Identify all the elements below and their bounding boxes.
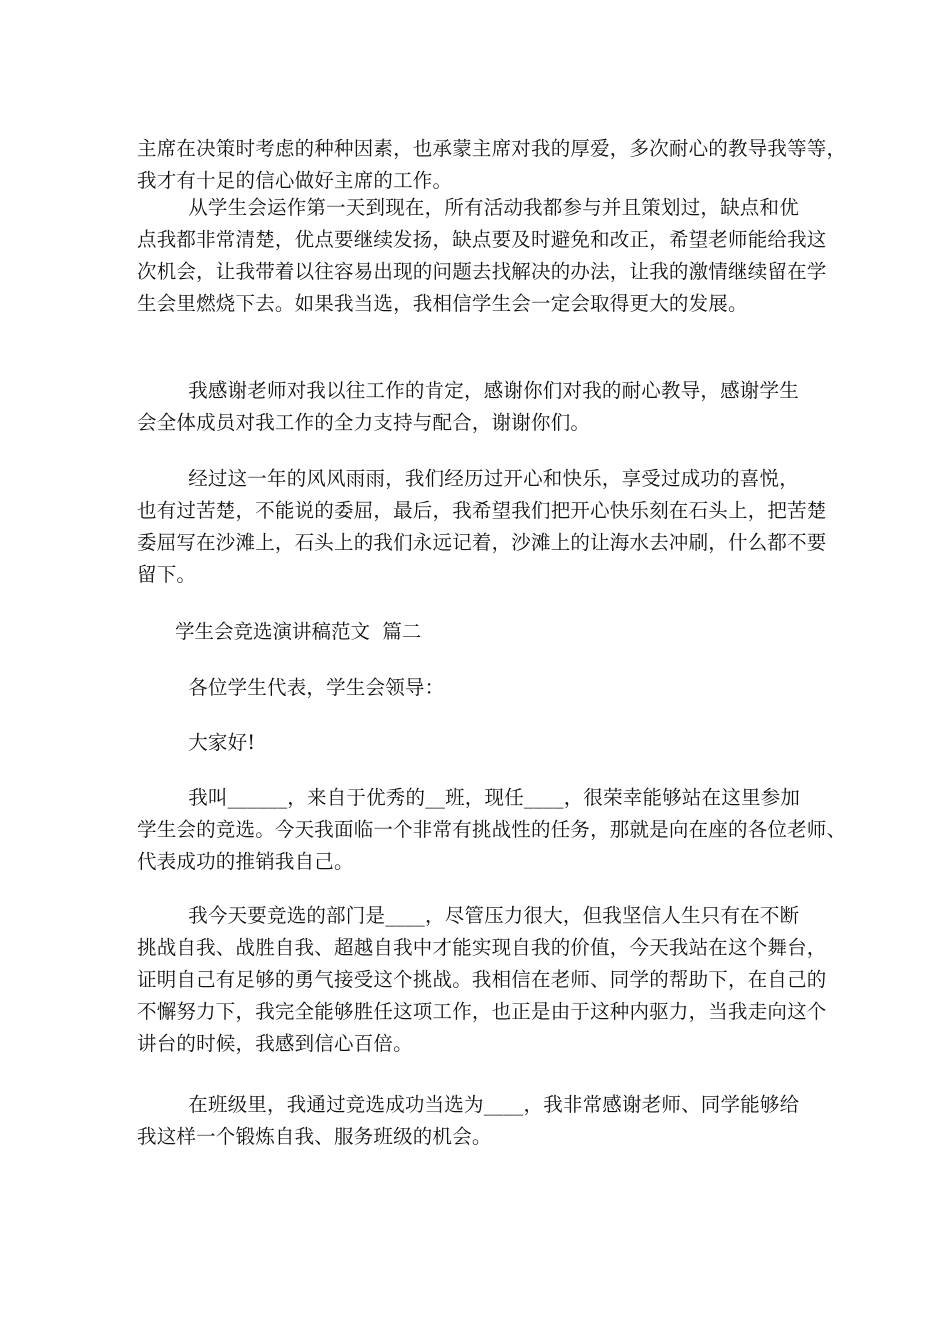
paragraph-6 [137,900,827,1060]
paragraph-1 [137,133,847,197]
text-line: 主席在决策时考虑的种种因素，也承蒙主席对我的厚爱，多次耐心的教导我等等， [137,137,847,160]
paragraph-5 [137,782,847,878]
text-line: 证明自己有足够的勇气接受这个挑战。我相信在老师、同学的帮助下，在自己的 [137,968,827,991]
paragraph-2 [137,192,827,320]
text-line: 委屈写在沙滩上，石头上的我们永远记着，沙滩上的让海水去冲刷，什么都不要 [137,531,827,554]
text-line: 挑战自我、战胜自我、超越自我中才能实现自我的价值，今天我站在这个舞台， [137,936,827,959]
text-line: 次机会，让我带着以往容易出现的问题去找解决的办法，让我的激情继续留在学 [137,260,827,283]
text-line: 在班级里，我通过竞选成功当选为____，我非常感谢老师、同学能够给 [137,1093,800,1116]
text-line: 代表成功的推销我自己。 [137,850,354,873]
paragraph-7 [137,1089,817,1153]
text-line: 我叫______，来自于优秀的__班，现任____，很荣幸能够站在这里参加 [137,786,801,809]
text-line: 生会里燃烧下去。如果我当选，我相信学生会一定会取得更大的发展。 [137,292,748,315]
text-line: 留下。 [137,563,197,586]
text-line: 我这样一个锻炼自我、服务班级的机会。 [137,1125,492,1148]
greeting [137,727,817,759]
text-line: 从学生会运作第一天到现在，所有活动我都参与并且策划过，缺点和优 [137,196,799,219]
text-line: 会全体成员对我工作的全力支持与配合，谢谢你们。 [137,411,591,434]
paragraph-4 [137,463,827,591]
section-heading: 学生会竞选演讲稿范文 篇二 [175,620,422,643]
text-line: 也有过苦楚，不能说的委屈，最后，我希望我们把开心快乐刻在石头上，把苦楚 [137,499,827,522]
text-line: 我才有十足的信心做好主席的工作。 [137,169,453,192]
text-line: 大家好! [137,731,256,754]
text-line: 不懈努力下，我完全能够胜任这项工作，也正是由于这种内驱力，当我走向这个 [137,1000,827,1023]
text-line: 经过这一年的风风雨雨，我们经历过开心和快乐，享受过成功的喜悦， [137,467,799,490]
salutation [137,672,817,704]
text-line: 讲台的时候，我感到信心百倍。 [137,1032,413,1055]
text-line: 我今天要竞选的部门是____，尽管压力很大，但我坚信人生只有在不断 [137,904,800,927]
text-line: 我感谢老师对我以往工作的肯定，感谢你们对我的耐心教导，感谢学生 [137,379,799,402]
paragraph-3 [137,375,817,439]
text-line: 各位学生代表，学生会领导： [137,676,445,699]
text-line: 学生会的竞选。今天我面临一个非常有挑战性的任务，那就是向在座的各位老师、 [137,818,847,841]
text-line: 点我都非常清楚，优点要继续发扬，缺点要及时避免和改正，希望老师能给我这 [137,228,827,251]
